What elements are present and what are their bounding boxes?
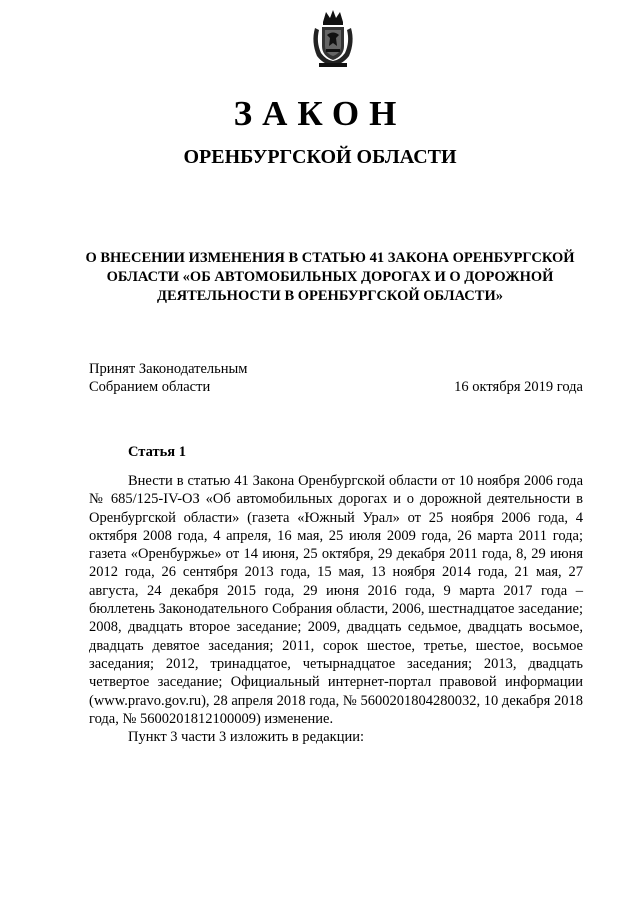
law-title [80,249,580,306]
article-paragraph: Пункт 3 части 3 изложить в редакции: [128,729,365,746]
law-title-line: ОБЛАСТИ «ОБ АВТОМОБИЛЬНЫХ ДОРОГАХ И О ДОРОЖНОЙ [106,269,554,285]
document-subtitle: ОРЕНБУРГСКОЙ ОБЛАСТИ [183,146,457,168]
adoption-note [89,360,247,396]
article-body [89,472,583,746]
adoption-line-1: Принят Законодательным [89,361,248,377]
adoption-line-2: Собранием области [89,379,211,395]
article-paragraph: Внести в статью 41 Закона Оренбургской области от 10 ноября 2006 года № 685/125-IV-ОЗ «Об автомобильных дорогах и о дорожной деятельности в Оренбургской области» (газета «Южный Урал» от 25 ноября 2006 года, 4 октября 2008 года, 4 апреля, 16 мая, 25 июля 2009 года, 26 марта 2011 года; газета «Оренбуржье» от 14 июня, 25 октября, 29 декабря 2011 года, 8, 29 июня 2012 года, 26 сентября 2013 года, 15 мая, 13 ноября 2014 года, 21 мая, 27 августа, 24 декабря 2015 года, 29 июня 2016 года, 9 марта 2017 года – бюллетень Законодательного Собрания области, 2006, шестнадцатое заседание; 2008, двадцать второе заседание; 2009, двадцать седьмое, двадцать восьмое, двадцать девятое заседания; 2011, сорок шестое, третье, шестое, восьмое заседания; 2012, тринадцатое, четырнадцатое заседания; 2013, двадцать четвертое заседание; Официальный интернет-портал правовой информации (www.pravo.gov.ru), 28 апреля 2018 года, № 5600201804280032, 10 декабря 2018 года, № 5600201812100009) изменение. [89,473,583,727]
adoption-date: 16 октября 2019 года [454,379,583,395]
article-heading: Статья 1 [128,444,186,460]
coat-of-arms-icon [309,8,357,70]
law-title-line: ДЕЯТЕЛЬНОСТИ В ОРЕНБУРГСКОЙ ОБЛАСТИ» [157,288,503,304]
law-title-line: О ВНЕСЕНИИ ИЗМЕНЕНИЯ В СТАТЬЮ 41 ЗАКОНА ОРЕНБУРГСКОЙ [85,250,575,266]
document-title: ЗАКОН [233,94,407,133]
